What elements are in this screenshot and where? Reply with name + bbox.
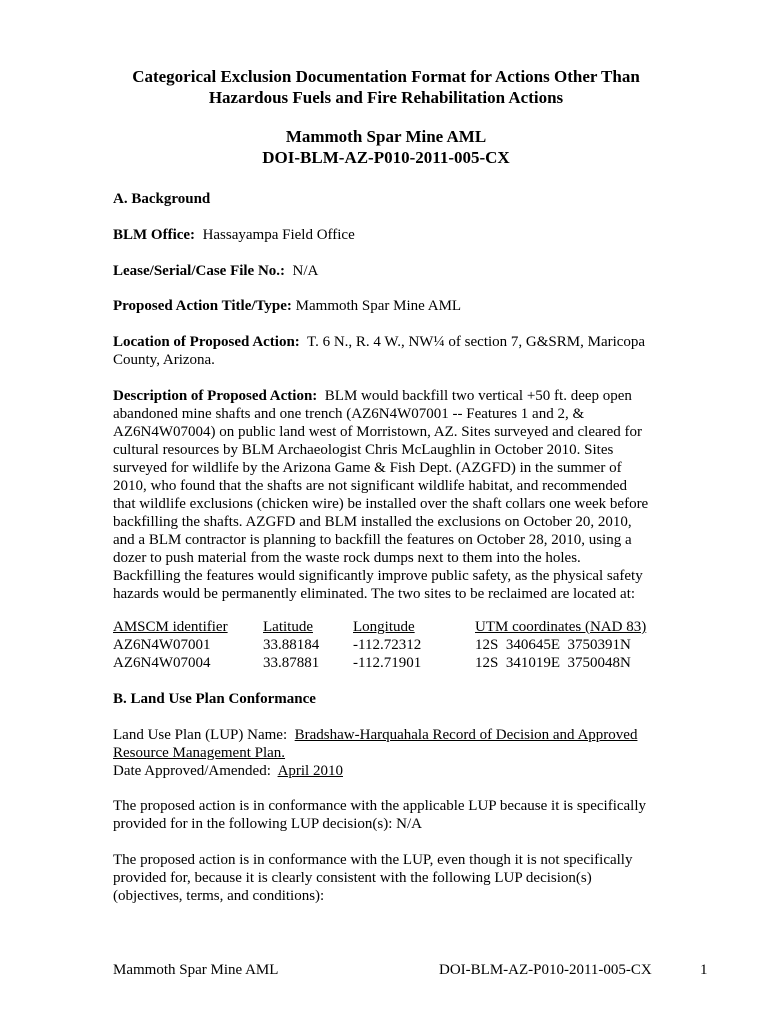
field-value: Mammoth Spar Mine AML xyxy=(295,298,462,314)
column-header: UTM coordinates (NAD 83) xyxy=(475,619,647,635)
lup-name: Resource Management Plan. xyxy=(113,745,286,761)
lease-field xyxy=(113,262,673,280)
description-line: abandoned mine shafts and one trench (AZ6N4W07001 -- Features 1 and 2, & xyxy=(113,406,585,422)
sites-table xyxy=(113,618,673,672)
location-field xyxy=(113,333,673,369)
field-label: Location of Proposed Action: xyxy=(113,334,300,350)
title-line: Hazardous Fuels and Fire Rehabilitation Actions xyxy=(208,88,564,107)
field-label: Proposed Action Title/Type: xyxy=(113,298,292,314)
action-title-field xyxy=(113,297,673,315)
table-cell: AZ6N4W07001 xyxy=(113,637,211,653)
column-header: Longitude xyxy=(353,619,415,635)
field-value: Hassayampa Field Office xyxy=(202,227,355,243)
description-line: backfilling the shafts. AZGFD and BLM installed the exclusions on October 20, 2010, xyxy=(113,514,632,530)
document-subtitle xyxy=(60,126,712,168)
table-cell: 33.87881 xyxy=(263,655,320,671)
table-cell: -112.71901 xyxy=(353,655,422,671)
column-header: AMSCM identifier xyxy=(113,619,228,635)
paragraph-line: provided for in the following LUP decision(s): N/A xyxy=(113,816,422,832)
description-field xyxy=(113,387,683,603)
lup-name: Bradshaw-Harquahala Record of Decision and Approved xyxy=(294,727,638,743)
footer-document-number: DOI-BLM-AZ-P010-2011-005-CX xyxy=(439,962,652,978)
title-line: Categorical Exclusion Documentation Format for Actions Other Than xyxy=(132,67,640,86)
field-value: T. 6 N., R. 4 W., NW¼ of section 7, G&SRM, Maricopa xyxy=(307,334,646,350)
document-title xyxy=(60,66,712,108)
document-number: DOI-BLM-AZ-P010-2011-005-CX xyxy=(262,148,510,167)
description-line: hazards would be permanently eliminated. The two sites to be reclaimed are located at: xyxy=(113,586,636,602)
description-line: dozer to push material from the waste rock dumps next to them into the holes. xyxy=(113,550,581,566)
table-row xyxy=(113,654,673,672)
table-cell: 12S 341019E 3750048N xyxy=(475,655,631,671)
blm-office-field xyxy=(113,226,673,244)
description-line: BLM would backfill two vertical +50 ft. deep open xyxy=(324,388,632,404)
section-b-heading: B. Land Use Plan Conformance xyxy=(113,691,316,707)
page-number: 1 xyxy=(700,962,708,978)
paragraph-line: The proposed action is in conformance with the applicable LUP because it is specifically xyxy=(113,798,647,814)
paragraph-line: provided for, because it is clearly consistent with the following LUP decision(s) xyxy=(113,870,592,886)
footer-title: Mammoth Spar Mine AML xyxy=(113,962,279,978)
section-a-heading: A. Background xyxy=(113,191,211,207)
lup-field xyxy=(113,726,683,780)
table-cell: 33.88184 xyxy=(263,637,320,653)
description-line: that wildlife exclusions (chicken wire) be installed over the shaft collars one week before xyxy=(113,496,649,512)
description-line: cultural resources by BLM Archaeologist Chris McLaughlin in October 2010. Sites xyxy=(113,442,614,458)
conformance-paragraph xyxy=(113,851,683,905)
column-header: Latitude xyxy=(263,619,313,635)
description-line: AZ6N4W07004) on public land west of Morristown, AZ. Sites surveyed and cleared for xyxy=(113,424,643,440)
description-line: and a BLM contractor is planning to backfill the features on October 28, 2010, using a xyxy=(113,532,632,548)
paragraph-line: (objectives, terms, and conditions): xyxy=(113,888,325,904)
table-row xyxy=(113,636,673,654)
lup-date: April 2010 xyxy=(277,763,343,779)
field-label: Lease/Serial/Case File No.: xyxy=(113,263,286,279)
description-line: 2010, who found that the shafts are not significant wildlife habitat, and recommended xyxy=(113,478,628,494)
field-value: County, Arizona. xyxy=(113,352,215,368)
field-label: Date Approved/Amended: xyxy=(113,763,271,779)
description-line: Backfilling the features would significantly improve public safety, as the physical safety xyxy=(113,568,643,584)
table-header-row xyxy=(113,618,673,636)
table-cell: 12S 340645E 3750391N xyxy=(475,637,631,653)
description-line: surveyed for wildlife by the Arizona Game & Fish Dept. (AZGFD) in the summer of xyxy=(113,460,622,476)
field-label: Description of Proposed Action: xyxy=(113,388,318,404)
field-label: Land Use Plan (LUP) Name: xyxy=(113,727,288,743)
table-cell: -112.72312 xyxy=(353,637,422,653)
paragraph-line: The proposed action is in conformance with the LUP, even though it is not specifically xyxy=(113,852,633,868)
project-name: Mammoth Spar Mine AML xyxy=(285,127,487,146)
table-cell: AZ6N4W07004 xyxy=(113,655,211,671)
field-label: BLM Office: xyxy=(113,227,196,243)
conformance-paragraph xyxy=(113,797,683,833)
field-value: N/A xyxy=(292,263,319,279)
